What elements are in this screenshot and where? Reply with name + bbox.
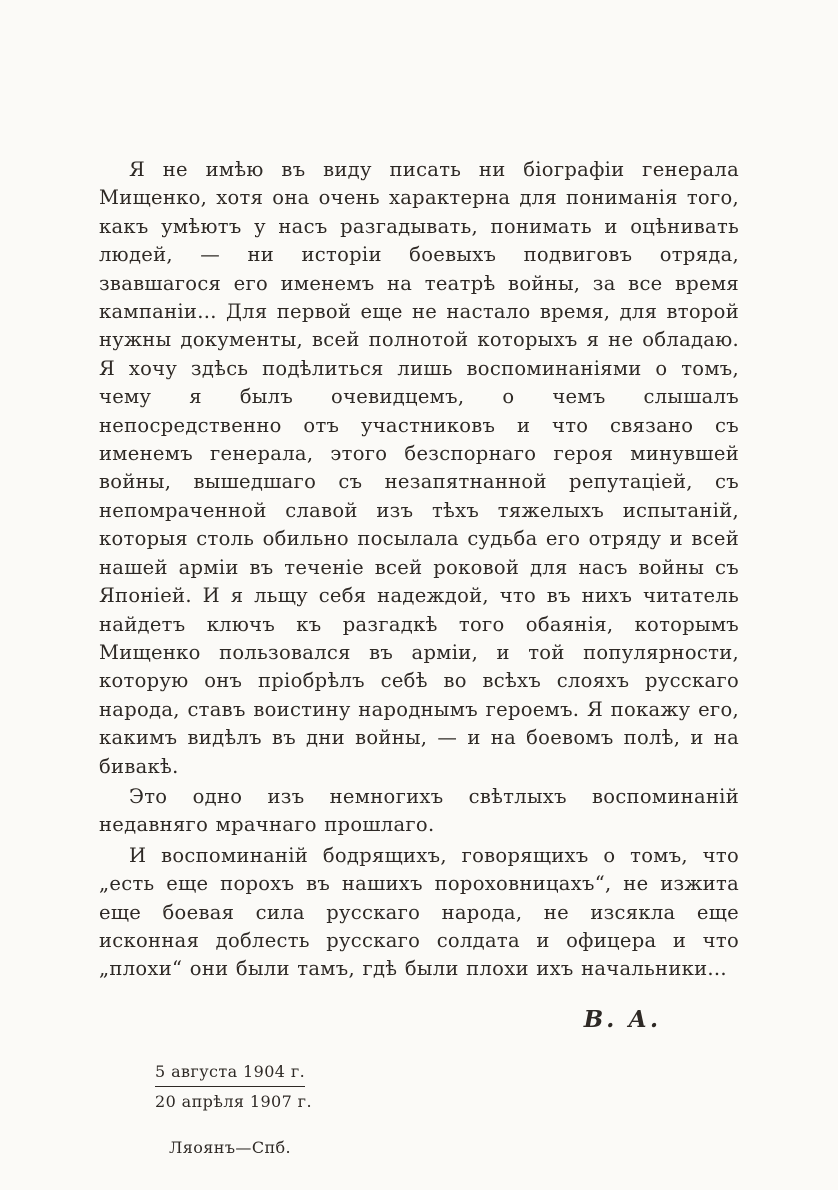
paragraph-bright-memories: Это одно изъ немногихъ свѣтлыхъ воспоминаній недавняго мрачнаго прошлаго. <box>99 784 739 837</box>
place-line: Ляоянъ—Спб. <box>169 1137 292 1157</box>
text-block <box>99 156 739 1161</box>
author-initials-signature: В. А. <box>583 1005 661 1033</box>
paragraph-encouraging-memories: И воспоминаній бодрящихъ, говорящихъ о томъ, что „есть еще порохъ въ нашихъ пороховницахъ“, не изжита еще боевая сила русскаго народа, не изсякла еще исконная доблесть русскаго солдата и офицера и что „плохи“ они были тамъ, гдѣ были плохи ихъ начальники... <box>99 843 739 981</box>
date-block <box>155 1059 739 1161</box>
date-line-2: 20 апрѣля 1907 г. <box>155 1091 312 1111</box>
paragraph-memoir-intro: Я не имѣю въ виду писать ни біографіи генерала Мищенко, хотя она очень характерна для пониманія того, какъ умѣютъ у насъ разгадывать, понимать и оцѣнивать людей, — ни исторіи боевыхъ подвиговъ отряда, звавшагося его именемъ на театрѣ войны, за все время кампаніи... Для первой еще не настало время, для второй нужны документы, всей полнотой которыхъ я не обладаю. Я хочу здѣсь подѣлиться лишь воспоминаніями о томъ, чему я былъ очевидцемъ, о чемъ слышалъ непосредственно отъ участниковъ и что связано съ именемъ генерала, этого безспорнаго героя минувшей войны, вышедшаго съ незапятнанной репутаціей, съ непомраченной славой изъ тѣхъ тяжелыхъ испытаній, которыя столь обильно посылала судьба его отряду и всей нашей арміи въ теченіе всей роковой для насъ войны съ Японіей. И я льщу себя надеждой, что въ нихъ читатель найдетъ ключъ къ разгадкѣ того обаянія, которымъ Мищенко пользовался въ арміи, и той популярности, которую онъ пріобрѣлъ себѣ во всѣхъ слояхъ русскаго народа, ставъ воистину народнымъ героемъ. Я покажу его, какимъ видѣлъ въ дни войны, — и на боевомъ полѣ, и на бивакѣ. <box>99 158 739 778</box>
date-line-1: 5 августа 1904 г. <box>155 1059 305 1087</box>
